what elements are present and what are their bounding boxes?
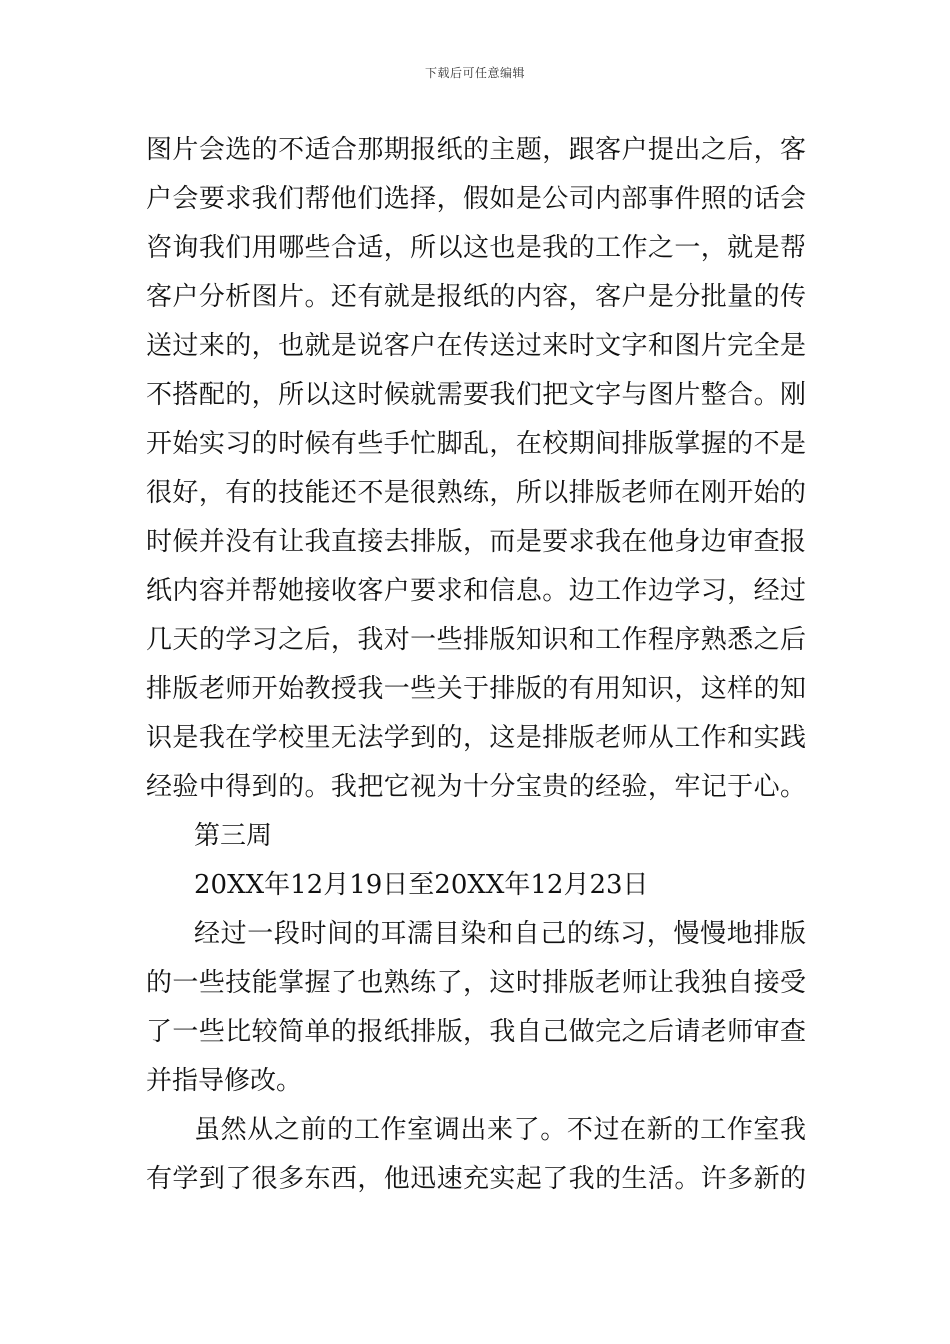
text-line: 开始实习的时候有些手忙脚乱，在校期间排版掌握的不是 <box>146 429 806 459</box>
paragraph-1 <box>146 126 806 812</box>
text-line: 几天的学习之后，我对一些排版知识和工作程序熟悉之后 <box>146 625 806 655</box>
date-range: 20XX年12月19日至20XX年12月23日 <box>194 870 649 900</box>
text-line: 排版老师开始教授我一些关于排版的有用知识，这样的知 <box>146 674 806 704</box>
text-line: 虽然从之前的工作室调出来了。不过在新的工作室我 <box>194 1115 806 1145</box>
text-line: 户会要求我们帮他们选择，假如是公司内部事件照的话会 <box>146 184 806 214</box>
text-line: 不搭配的，所以这时候就需要我们把文字与图片整合。刚 <box>146 380 806 410</box>
text-line: 有学到了很多东西，他迅速充实起了我的生活。许多新的 <box>146 1164 806 1194</box>
text-line: 经过一段时间的耳濡目染和自己的练习，慢慢地排版 <box>194 919 806 949</box>
text-line: 了一些比较简单的报纸排版，我自己做完之后请老师审查 <box>146 1017 806 1047</box>
document-body <box>146 126 806 1204</box>
text-line: 识是我在学校里无法学到的，这是排版老师从工作和实践 <box>146 723 806 753</box>
text-line: 送过来的，也就是说客户在传送过来时文字和图片完全是 <box>146 331 806 361</box>
header-note: 下载后可任意编辑 <box>424 66 525 80</box>
paragraph-3 <box>146 1106 806 1204</box>
text-line: 图片会选的不适合那期报纸的主题，跟客户提出之后，客 <box>146 135 806 165</box>
paragraph-2 <box>146 910 806 1106</box>
text-line: 时候并没有让我直接去排版，而是要求我在他身边审查报 <box>146 527 806 557</box>
week-title: 第三周 <box>194 821 273 851</box>
text-line: 客户分析图片。还有就是报纸的内容，客户是分批量的传 <box>146 282 806 312</box>
text-line: 并指导修改。 <box>146 1066 303 1096</box>
text-line: 的一些技能掌握了也熟练了，这时排版老师让我独自接受 <box>146 968 806 998</box>
text-line: 纸内容并帮她接收客户要求和信息。边工作边学习，经过 <box>146 576 806 606</box>
text-line: 很好，有的技能还不是很熟练，所以排版老师在刚开始的 <box>146 478 806 508</box>
text-line: 咨询我们用哪些合适，所以这也是我的工作之一，就是帮 <box>146 233 806 263</box>
text-line: 经验中得到的。我把它视为十分宝贵的经验，牢记于心。 <box>146 772 806 802</box>
